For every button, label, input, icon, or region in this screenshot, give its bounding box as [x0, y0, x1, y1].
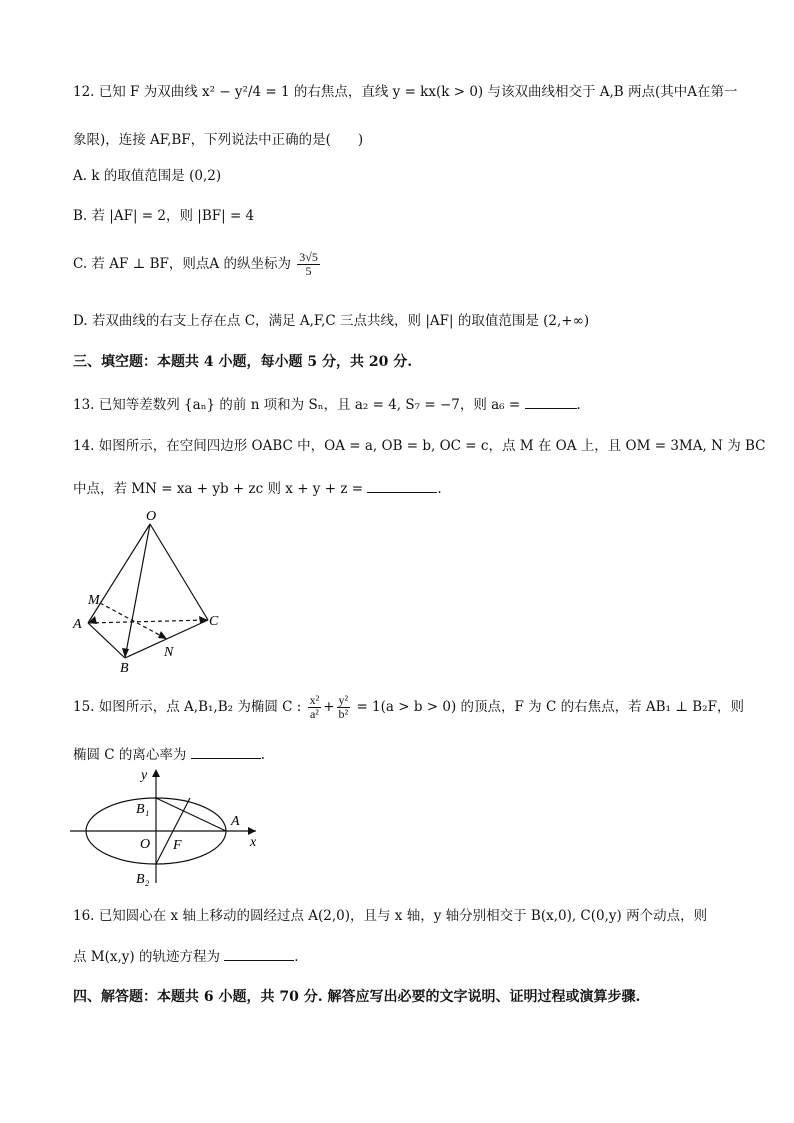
- q15-line2: 椭圆 C 的离心率为 .: [73, 744, 265, 765]
- q12-option-c-fraction: [297, 251, 320, 278]
- x-axis-arrow-icon: [248, 827, 256, 835]
- q15-fraction-x: $\frac{\text{x²}}{\text{a²}}$: [309, 693, 320, 721]
- q15-line1: 15. 如图所示，点 A,B₁,B₂ 为椭圆 C : $\frac{\text{x²}}{\text{a²}}$ + $\frac{\text{y²}}{\text{b²}}$ = 1(a > b > 0) 的顶点，F 为 C 的右焦点，若 AB₁ ⊥ B₂F，则: [73, 693, 744, 721]
- q12-option-b: B. 若 |AF| = 2，则 |BF| = 4: [73, 208, 255, 224]
- label-c: C: [209, 614, 219, 629]
- section-3-heading: 三、填空题：本题共 4 小题，每小题 5 分，共 20 分.: [73, 354, 413, 370]
- edge-ab: [88, 623, 125, 658]
- q16-line1: 16. 已知圆心在 x 轴上移动的圆经过点 A(2,0)，且与 x 轴，y 轴分别相交于 B(x,0), C(0,y) 两个动点，则: [73, 908, 708, 924]
- label-f: F: [173, 838, 182, 853]
- q14-line1: 14. 如图所示，在空间四边形 OABC 中，OA = a, OB = b, OC = c，点 M 在 OA 上，且 OM = 3MA, N 为 BC: [73, 438, 766, 454]
- label-y: y: [141, 768, 148, 783]
- arrow-n-icon: [158, 631, 167, 639]
- q12-line1: 12. 已知 F 为双曲线 x² − y²/4 = 1 的右焦点，直线 y = kx(k > 0) 与该双曲线相交于 A,B 两点(其中A在第一: [73, 84, 738, 100]
- q12-option-a: A. k 的取值范围是 (0,2): [73, 168, 222, 184]
- q15-fraction-y: $\frac{\text{y²}}{\text{b²}}$: [338, 693, 349, 721]
- q12-option-d: D. 若双曲线的右支上存在点 C，满足 A,F,C 三点共线，则 |AF| 的取值范围是 (2,+∞): [73, 313, 590, 329]
- edge-oc: [150, 524, 208, 620]
- label-a: A: [231, 814, 240, 829]
- q14-text: 中点，若 MN = xa + yb + zc 则 x + y + z =: [73, 481, 364, 497]
- q13-line: 13. 已知等差数列 {aₙ} 的前 n 项和为 Sₙ，且 a₂ = 4, S₇ = −7，则 a₆ = .: [73, 394, 581, 415]
- q15-answer-blank[interactable]: [191, 744, 261, 759]
- q13-answer-blank[interactable]: [525, 394, 577, 409]
- edge-ac-hidden: [88, 620, 208, 623]
- label-b2: B₂: [136, 872, 150, 887]
- q12-option-c-text: C. 若 AF ⊥ BF，则点A 的纵坐标为: [73, 256, 291, 272]
- label-o: O: [140, 837, 151, 852]
- label-m: M: [88, 593, 100, 608]
- label-x: x: [250, 835, 257, 850]
- q12-line2: 象限)，连接 AF,BF，下列说法中正确的是( ): [73, 132, 364, 148]
- label-b: B: [120, 661, 129, 673]
- fraction-numerator: 3√5: [299, 250, 318, 264]
- label-n: N: [164, 645, 174, 660]
- q16-line2: 点 M(x,y) 的轨迹方程为 .: [73, 946, 299, 967]
- section-4-heading: 四、解答题：本题共 6 小题，共 70 分. 解答应写出必要的文字说明、证明过程或演算步骤.: [73, 989, 641, 1005]
- y-axis-arrow-icon: [152, 769, 160, 777]
- q15-text: 椭圆 C 的离心率为: [73, 747, 187, 763]
- fraction-denominator: 5: [305, 264, 312, 278]
- q15-text-suffix: = 1(a > b > 0) 的顶点，F 为 C 的右焦点，若 AB₁ ⊥ B₂F，则: [356, 699, 744, 715]
- label-a: A: [73, 617, 82, 632]
- label-b1: B₁: [136, 802, 150, 817]
- label-o: O: [146, 509, 157, 524]
- q16-text: 点 M(x,y) 的轨迹方程为: [73, 949, 220, 965]
- q14-line2: 中点，若 MN = xa + yb + zc 则 x + y + z = .: [73, 478, 442, 499]
- q12-option-c: [73, 251, 322, 278]
- q15-text-prefix: 15. 如图所示，点 A,B₁,B₂ 为椭圆 C :: [73, 699, 302, 715]
- q13-text: 13. 已知等差数列 {aₙ} 的前 n 项和为 Sₙ，且 a₂ = 4, S₇ = −7，则 a₆ =: [73, 397, 521, 413]
- q14-tetrahedron-figure: [70, 508, 230, 673]
- segment-mn: [100, 603, 167, 639]
- q14-answer-blank[interactable]: [367, 478, 437, 493]
- q16-answer-blank[interactable]: [224, 946, 294, 961]
- q15-ellipse-figure: [68, 765, 268, 890]
